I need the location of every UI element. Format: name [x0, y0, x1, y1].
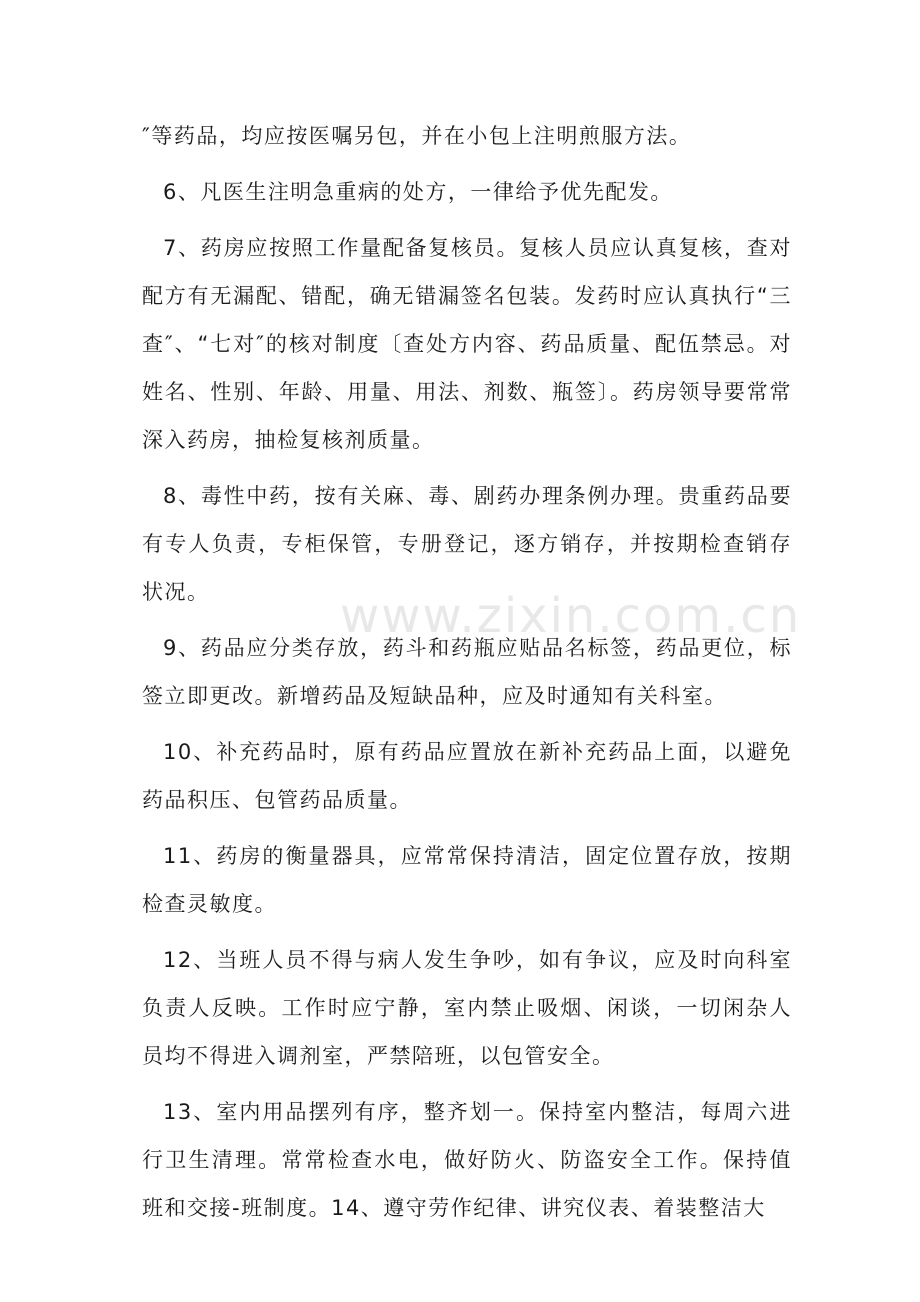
paragraph-item-10: 10、补充药品时，原有药品应置放在新补充药品上面，以避免药品积压、包管药品质量。 — [142, 740, 792, 812]
paragraph-continuation: ″等药品，均应按医嘱另包，并在小包上注明煎服方法。 — [142, 124, 692, 148]
site-watermark: www.zixin.com.cn — [340, 588, 802, 644]
paragraph-item-13: 13、室内用品摆列有序，整齐划一。保持室内整洁，每周六进行卫生清理。常常检查水电，做好防火、防盗安全工作。保持值班和交接-班制度。14、遵守劳作纪律、讲究仪表、着装整洁大 — [142, 1100, 792, 1220]
paragraph-item-8: 8、毒性中药，按有关麻、毒、剧药办理条例办理。贵重药品要有专人负责，专柜保管，专册登记，逐方销存，并按期检查销存状况。 — [142, 484, 792, 604]
document-body — [142, 112, 792, 1240]
paragraph-item-9: 9、药品应分类存放，药斗和药瓶应贴品名标签，药品更位，标签立即更改。新增药品及短缺品种，应及时通知有关科室。 — [142, 636, 792, 708]
paragraph-item-11: 11、药房的衡量器具，应常常保持清洁，固定位置存放，按期检查灵敏度。 — [142, 844, 792, 916]
paragraph-item-12: 12、当班人员不得与病人发生争吵，如有争议，应及时向科室负责人反映。工作时应宁静，室内禁止吸烟、闲谈，一切闲杂人员均不得进入调剂室，严禁陪班，以包管安全。 — [142, 948, 792, 1068]
paragraph-item-6: 6、凡医生注明急重病的处方，一律给予优先配发。 — [163, 180, 673, 204]
paragraph-item-7: 7、药房应按照工作量配备复核员。复核人员应认真复核，查对配方有无漏配、错配，确无错漏签名包装。发药时应认真执行“三查″、“七对″的核对制度〔查处方内容、药品质量、配伍禁忌。对姓名、性别、年龄、用量、用法、剂数、瓶签〕。药房领导要常常深入药房，抽检复核剂质量。 — [142, 236, 792, 452]
